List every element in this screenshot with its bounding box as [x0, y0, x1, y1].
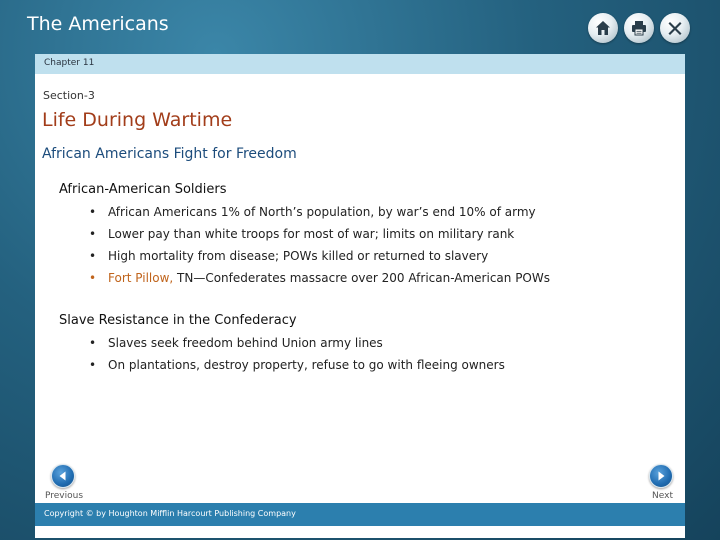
list-item: • Slaves seek freedom behind Union army lines [86, 332, 505, 354]
group-slave-resistance [59, 313, 505, 376]
footer-bar [35, 503, 685, 526]
list-item-text: TN—Confederates massacre over 200 African-American POWs [173, 271, 550, 285]
chapter-label: Chapter 11 [44, 58, 95, 68]
previous-button[interactable] [51, 464, 75, 488]
close-icon [666, 19, 684, 37]
top-toolbar [588, 13, 690, 43]
chapter-bar [35, 54, 685, 74]
group-soldiers [59, 182, 550, 289]
app-title: The Americans [27, 13, 169, 35]
previous-label[interactable]: Previous [45, 491, 84, 501]
page-title: Life During Wartime [42, 109, 233, 131]
group-title: African-American Soldiers [59, 182, 227, 197]
close-button[interactable] [660, 13, 690, 43]
fort-pillow-highlight: Fort Pillow, [108, 271, 174, 285]
top-bar [0, 0, 720, 54]
list-item: • On plantations, destroy property, refuse to go with fleeing owners [86, 354, 505, 376]
list-item: • Lower pay than white troops for most of war; limits on military rank [86, 223, 550, 245]
print-button[interactable] [624, 13, 654, 43]
group-title: Slave Resistance in the Confederacy [59, 313, 297, 328]
home-button[interactable] [588, 13, 618, 43]
slide-panel [35, 54, 685, 538]
subheading: African Americans Fight for Freedom [42, 146, 297, 162]
home-icon [594, 19, 612, 37]
copyright-text: Copyright © by Houghton Mifflin Harcourt Publishing Company [44, 509, 296, 518]
next-button[interactable] [649, 464, 673, 488]
section-label: Section-3 [43, 89, 95, 102]
bullet-list [59, 201, 550, 289]
bullet-list [59, 332, 505, 376]
arrow-left-icon [57, 467, 69, 486]
list-item: • High mortality from disease; POWs killed or returned to slavery [86, 245, 550, 267]
arrow-right-icon [655, 467, 667, 486]
list-item [86, 267, 550, 289]
print-icon [630, 19, 648, 37]
next-label[interactable]: Next [652, 491, 673, 501]
list-item: • African Americans 1% of North’s population, by war’s end 10% of army [86, 201, 550, 223]
